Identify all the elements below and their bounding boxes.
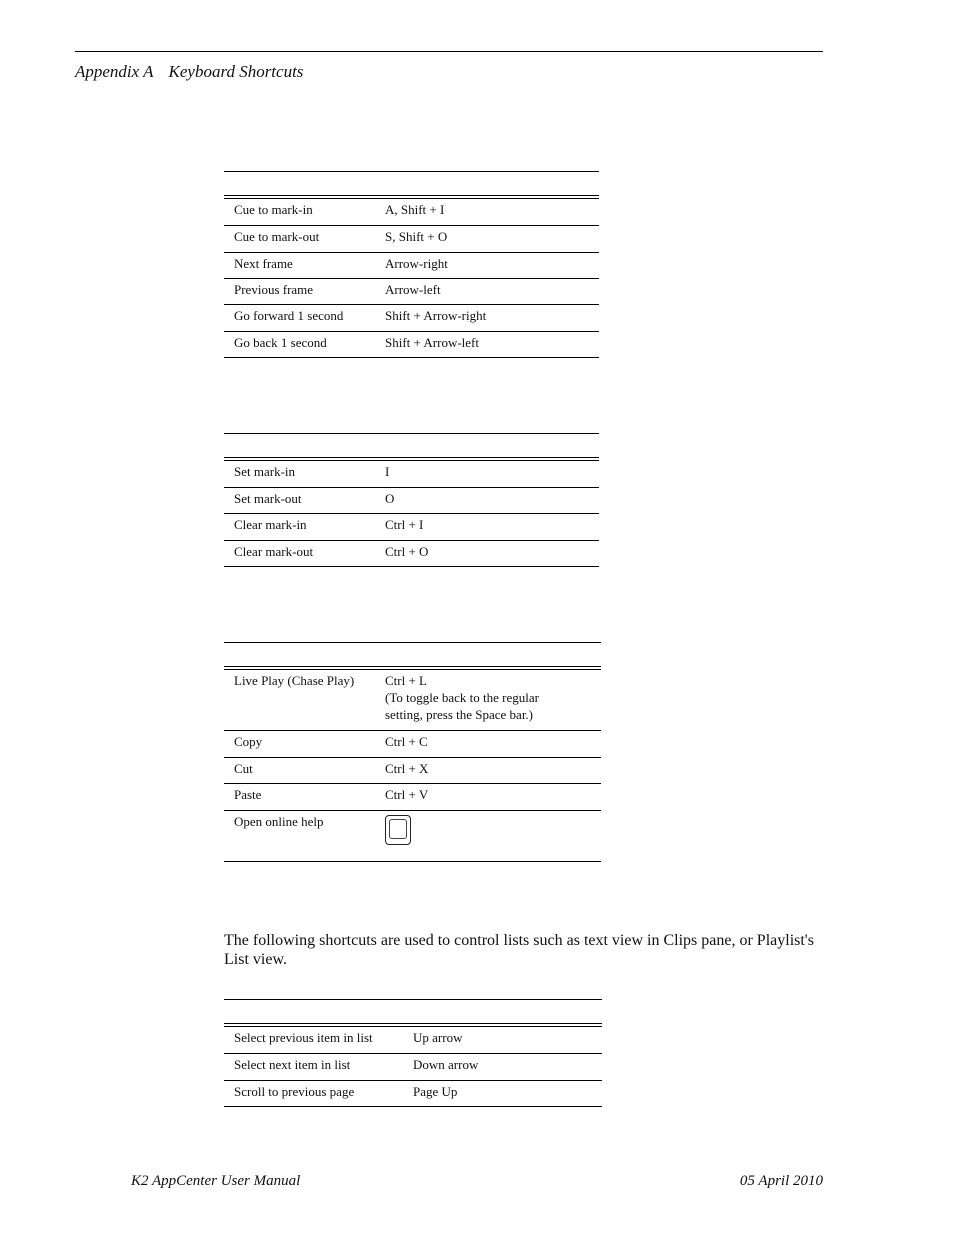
action-cell: Previous frame <box>234 282 314 297</box>
shortcut-cell: Ctrl + C <box>385 734 428 749</box>
table-header-row <box>224 172 599 195</box>
footer-manual-title: K2 AppCenter User Manual <box>131 1173 301 1189</box>
shortcut-cell: Shift + Arrow-right <box>385 308 487 323</box>
table-row <box>224 279 599 305</box>
help-key-icon <box>385 815 411 845</box>
action-cell: Open online help <box>234 814 324 829</box>
action-cell: Set mark-in <box>234 464 296 479</box>
shortcut-cell: Page Up <box>413 1084 458 1099</box>
table-row <box>224 731 601 758</box>
table-row <box>224 1081 602 1107</box>
header-title: Keyboard Shortcuts <box>168 62 304 81</box>
table-row <box>224 514 599 541</box>
shortcut-table-lists <box>224 999 602 1107</box>
action-cell: Scroll to previous page <box>234 1084 355 1099</box>
shortcut-cell: Up arrow <box>413 1030 463 1045</box>
shortcut-cell: A, Shift + I <box>385 202 445 217</box>
shortcut-cell: Ctrl + O <box>385 544 429 559</box>
action-cell: Cue to mark-in <box>234 202 313 217</box>
action-cell: Live Play (Chase Play) <box>234 673 355 688</box>
shortcut-cell: O <box>385 491 395 506</box>
shortcut-cell: Arrow-right <box>385 256 448 271</box>
shortcut-table-cue <box>224 171 599 358</box>
table-row <box>224 199 599 226</box>
shortcut-cell: S, Shift + O <box>385 229 448 244</box>
shortcut-cell: Ctrl + L (To toggle back to the regular setting, press the Space bar.) <box>385 673 539 722</box>
action-cell: Select previous item in list <box>234 1030 373 1045</box>
action-cell: Select next item in list <box>234 1057 351 1072</box>
shortcut-cell: Down arrow <box>413 1057 479 1072</box>
shortcut-cell: Ctrl + X <box>385 761 429 776</box>
action-cell: Clear mark-out <box>234 544 314 559</box>
shortcut-cell: Ctrl + V <box>385 787 429 802</box>
action-cell: Cue to mark-out <box>234 229 320 244</box>
page-header <box>75 62 303 82</box>
table-row <box>224 811 601 862</box>
shortcut-cell: Shift + Arrow-left <box>385 335 479 350</box>
footer-date: 05 April 2010 <box>739 1173 823 1189</box>
action-cell: Set mark-out <box>234 491 302 506</box>
table-row <box>224 226 599 253</box>
action-cell: Cut <box>234 761 253 776</box>
action-cell: Clear mark-in <box>234 517 307 532</box>
shortcut-cell: Arrow-left <box>385 282 441 297</box>
table-row <box>224 784 601 811</box>
action-cell: Copy <box>234 734 263 749</box>
action-cell: Paste <box>234 787 262 802</box>
shortcut-cell: I <box>385 464 390 479</box>
table-row <box>224 488 599 514</box>
shortcut-table-misc <box>224 642 601 862</box>
table-row <box>224 758 601 784</box>
action-cell: Next frame <box>234 256 293 271</box>
action-cell: Go forward 1 second <box>234 308 344 323</box>
appendix-label: Appendix A <box>75 62 154 81</box>
table-header-row <box>224 434 599 457</box>
table-row <box>224 1027 602 1054</box>
shortcut-cell <box>385 813 411 854</box>
table-row <box>224 461 599 488</box>
table-row <box>224 670 601 731</box>
table-header-row <box>224 1000 602 1023</box>
list-shortcuts-intro: The following shortcuts are used to control lists such as text view in Clips pane, or Playlist's List view. <box>224 932 814 968</box>
table-row <box>224 332 599 358</box>
table-row <box>224 305 599 332</box>
action-cell: Go back 1 second <box>234 335 327 350</box>
table-row <box>224 253 599 279</box>
table-row <box>224 1054 602 1081</box>
table-row <box>224 541 599 567</box>
table-header-row <box>224 643 601 666</box>
shortcut-table-marks <box>224 433 599 567</box>
shortcut-cell: Ctrl + I <box>385 517 424 532</box>
header-rule <box>75 51 823 52</box>
